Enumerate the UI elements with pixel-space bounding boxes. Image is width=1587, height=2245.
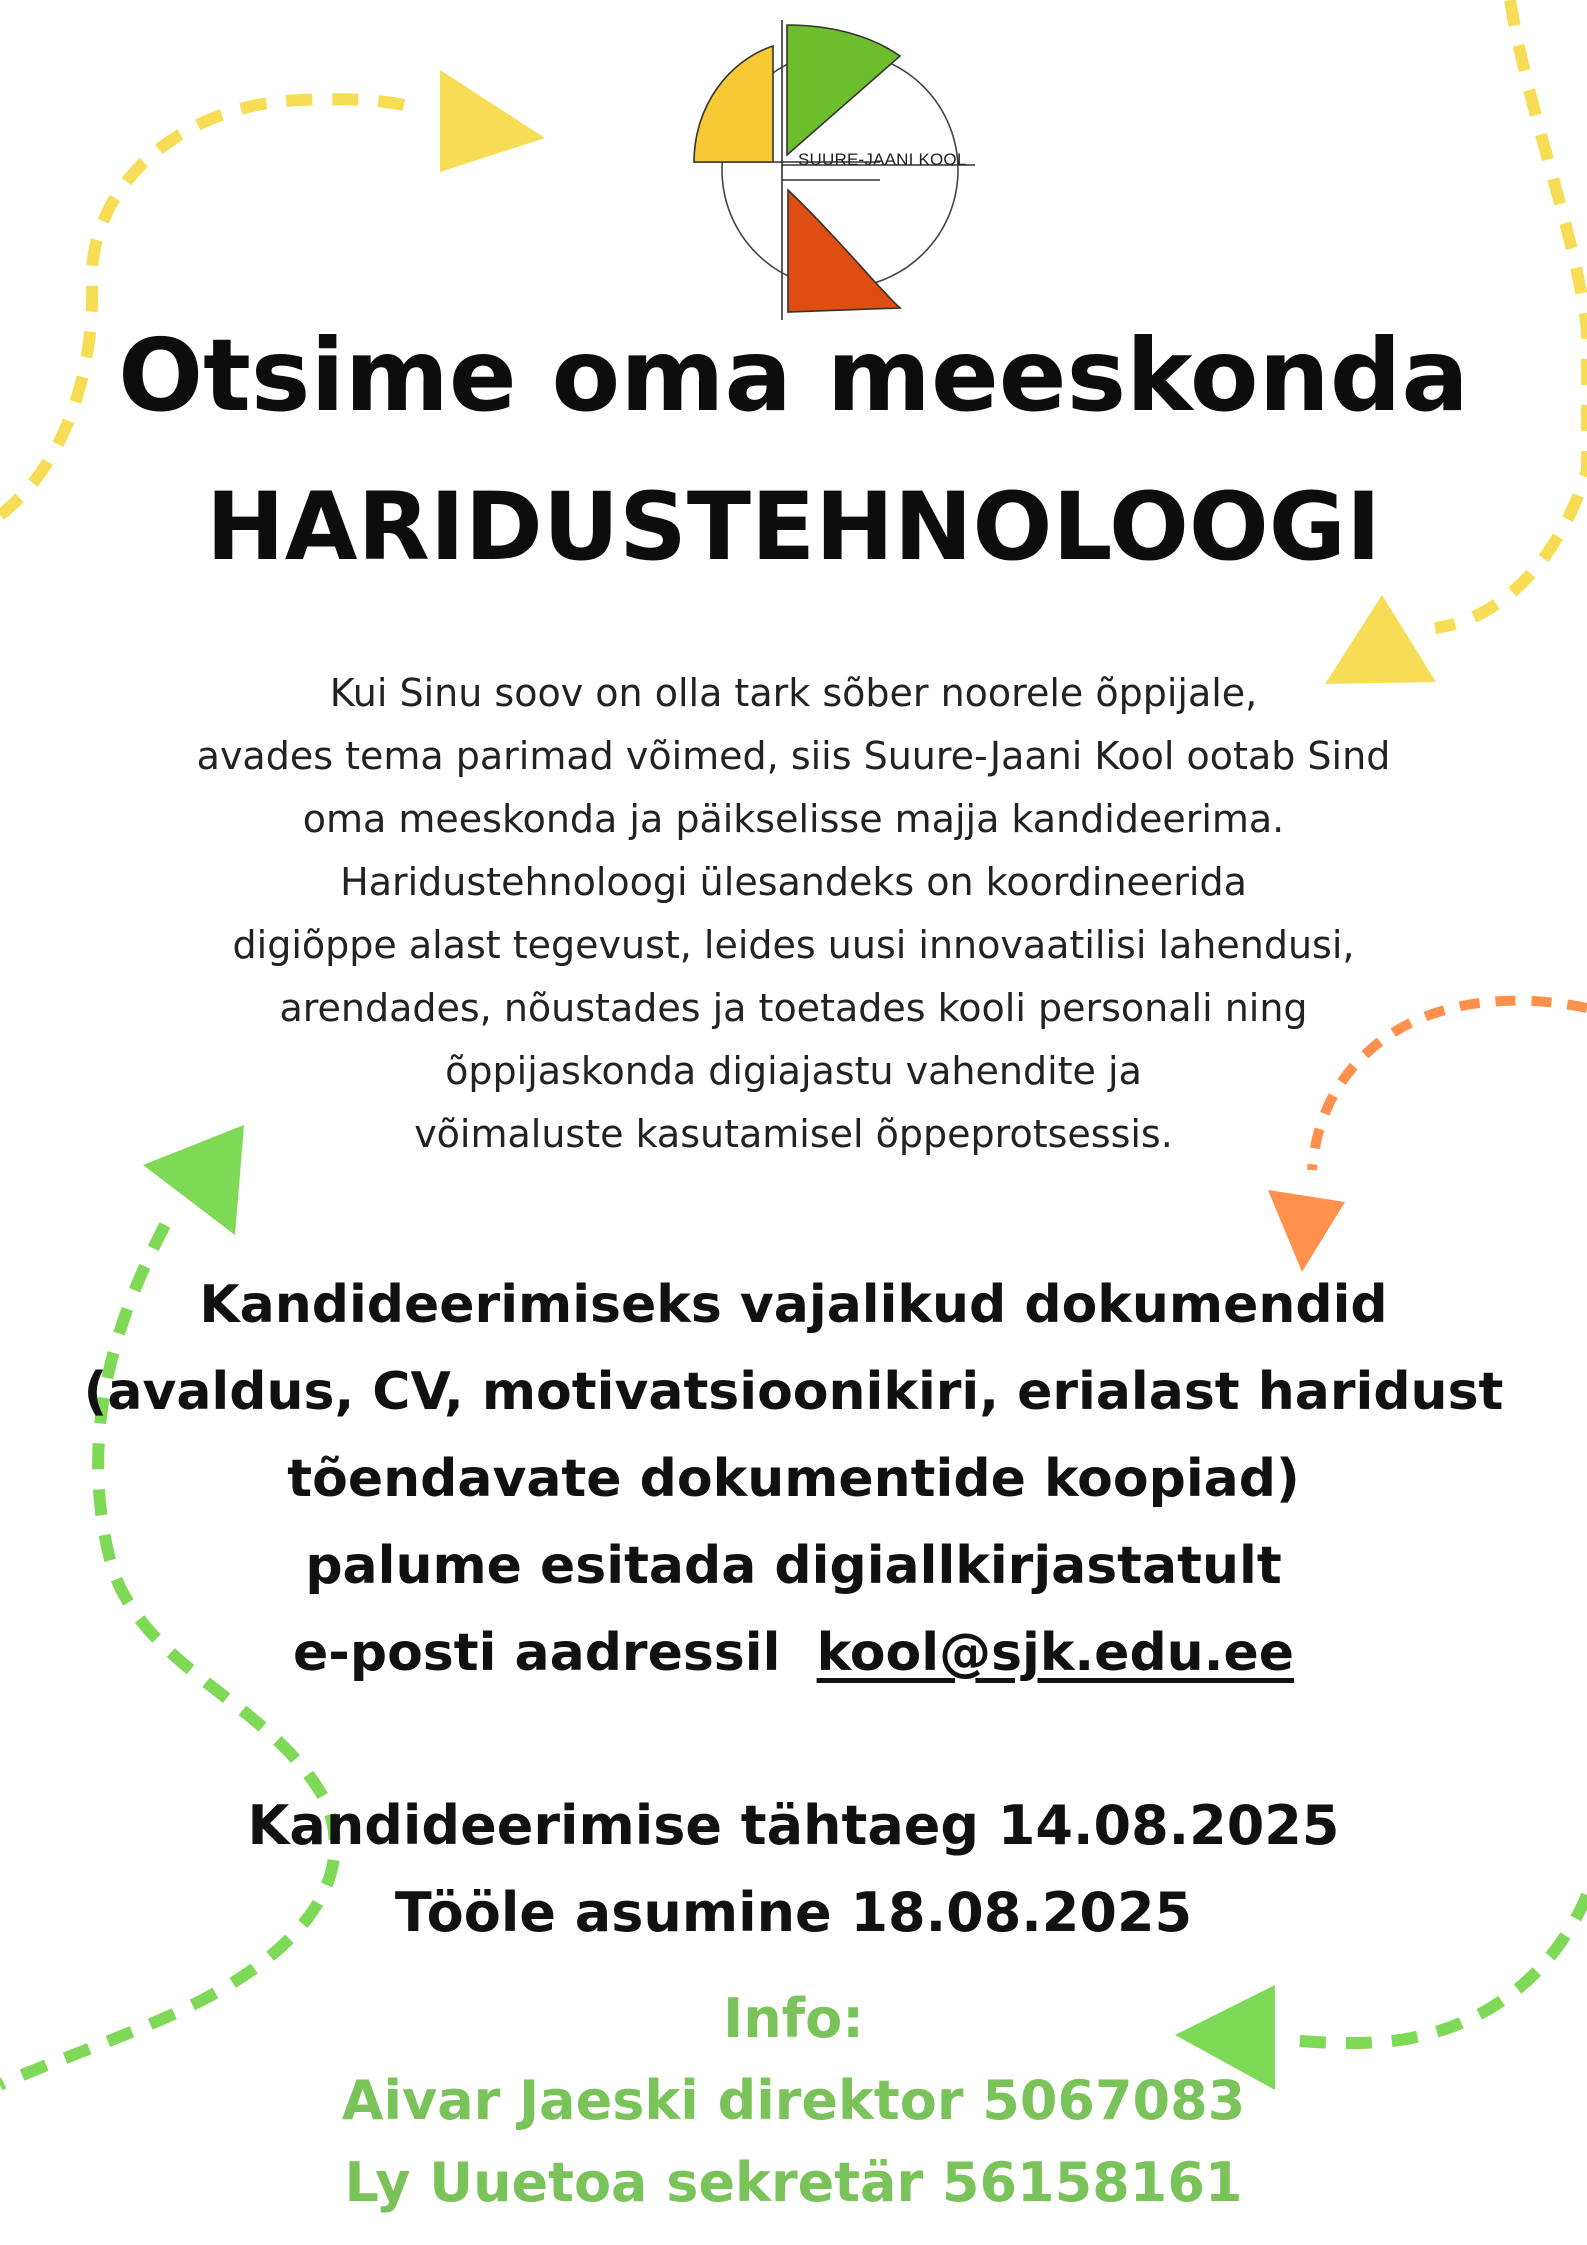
documents-line: tõendavate dokumentide koopiad) [287,1449,1300,1509]
deadline-text: Kandideerimise tähtaeg 14.08.2025 [247,1794,1340,1857]
headline-line-1: Otsime oma meeskonda [118,317,1469,434]
logo-orange-segment [788,190,900,312]
contact-secretary: Ly Uuetoa sekretär 56158161 [344,2151,1243,2214]
start-date-text: Tööle asumine 18.08.2025 [394,1881,1193,1944]
intro-line: arendades, nõustades ja toetades kooli personali ning [279,986,1308,1030]
documents-section [0,1262,1587,1697]
intro-paragraph [60,662,1527,1166]
logo-school-name: SUURE-JAANI KOOL [798,150,967,169]
logo-green-segment [787,25,900,155]
documents-line: (avaldus, CV, motivatsioonikiri, erialast haridust [83,1362,1504,1422]
intro-line: võimaluste kasutamisel õppeprotsessis. [414,1112,1173,1156]
info-section [0,1978,1587,2224]
email-line [0,1610,1587,1697]
intro-line: oma meeskonda ja päikselisse majja kandideerima. [302,797,1285,841]
documents-line: palume esitada digiallkirjastatult [305,1536,1282,1596]
intro-line: Haridustehnoloogi ülesandeks on koordineerida [340,860,1247,904]
logo-yellow-segment [694,46,773,162]
contact-director: Aivar Jaeski direktor 5067083 [341,2069,1246,2132]
intro-line: avades tema parimad võimed, siis Suure-Jaani Kool ootab Sind [196,734,1391,778]
intro-line: õppijaskonda digiajastu vahendite ja [445,1049,1142,1093]
documents-line: Kandideerimiseks vajalikud dokumendid [199,1275,1388,1335]
intro-line: Kui Sinu soov on olla tark sõber noorele õppijale, [329,671,1258,715]
info-heading: Info: [723,1987,864,2050]
yellow-dashed-curve-top-left [0,99,415,515]
dates-section [0,1782,1587,1956]
orange-arrowhead [1268,1190,1345,1272]
headline-line-2: HARIDUSTEHNOLOOGI [206,473,1381,582]
yellow-arrowhead-top-left [440,70,545,172]
email-link[interactable]: kool@sjk.edu.ee [816,1623,1294,1683]
email-prefix: e-posti aadressil [293,1623,817,1683]
intro-line: digiõppe alast tegevust, leides uusi innovaatilisi lahendusi, [232,923,1355,967]
school-logo [680,20,1010,330]
